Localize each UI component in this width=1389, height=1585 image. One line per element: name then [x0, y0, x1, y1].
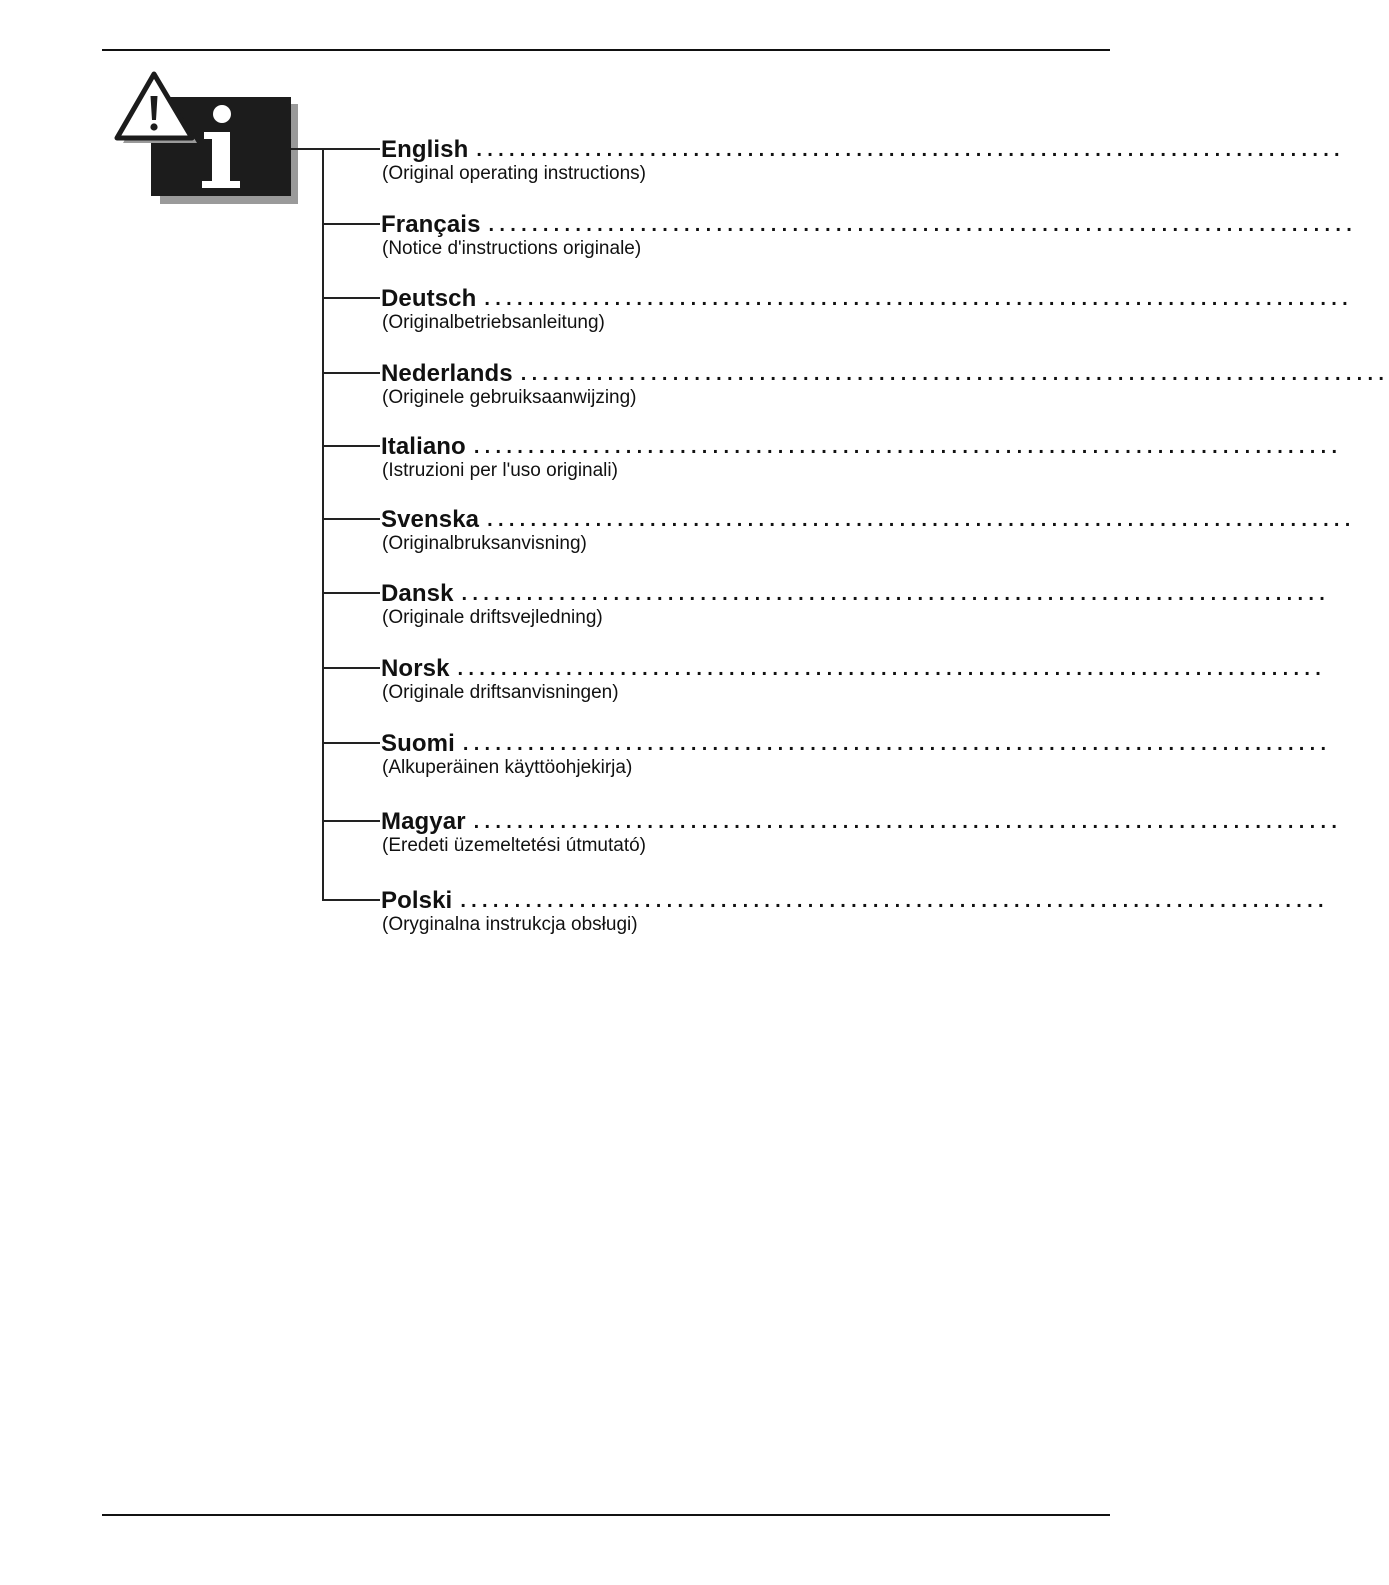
tree-branch — [323, 742, 380, 744]
language-entry-italiano[interactable] — [0, 433, 1343, 509]
dot-leader: ................................................................................ — [462, 733, 1332, 755]
dot-leader: ................................................................................ — [484, 288, 1353, 310]
language-entry-polski[interactable] — [0, 887, 1329, 963]
tree-branch — [323, 518, 380, 520]
footer-rule — [102, 1514, 1110, 1516]
dot-leader: ................................................................................ — [487, 509, 1356, 531]
language-name: Deutsch — [381, 285, 477, 312]
dot-leader: ................................................................................ — [476, 139, 1345, 161]
language-subtitle: (Originale driftsvejledning) — [382, 607, 603, 628]
language-subtitle: (Original operating instructions) — [382, 163, 647, 184]
tree-branch — [323, 667, 380, 669]
dot-leader: ................................................................................ — [457, 658, 1327, 680]
tree-branch — [323, 148, 380, 150]
language-entry-deutsch[interactable] — [0, 285, 1353, 361]
tree-branch — [323, 297, 380, 299]
language-name: Suomi — [381, 730, 455, 757]
language-entry-dansk[interactable] — [0, 580, 1331, 656]
language-entry-francais[interactable] — [0, 211, 1358, 287]
dot-leader: ................................................................................ — [461, 583, 1331, 605]
language-subtitle: (Notice d'instructions originale) — [382, 238, 642, 259]
dot-leader: ................................................................................ — [473, 811, 1343, 833]
language-name: Italiano — [381, 433, 466, 460]
language-subtitle: (Originele gebruiksaanwijzing) — [382, 387, 637, 408]
tree-branch — [323, 372, 380, 374]
language-name: English — [381, 136, 469, 163]
dot-leader: ................................................................................ — [488, 214, 1358, 236]
tree-branch — [323, 445, 380, 447]
language-subtitle: (Alkuperäinen käyttöohjekirja) — [382, 757, 633, 778]
tree-branch — [323, 223, 380, 225]
language-entry-norsk[interactable] — [0, 655, 1327, 731]
tree-branch — [323, 899, 380, 901]
language-entry-magyar[interactable] — [0, 808, 1343, 884]
dot-leader: ................................................................................ — [520, 363, 1389, 385]
language-subtitle: (Istruzioni per l'uso originali) — [382, 460, 618, 481]
dot-leader: ................................................................................ — [460, 890, 1329, 912]
language-name: Norsk — [381, 655, 450, 682]
language-name: Svenska — [381, 506, 480, 533]
language-name: Nederlands — [381, 360, 513, 387]
language-entry-svenska[interactable] — [0, 506, 1356, 582]
language-subtitle: (Oryginalna instrukcja obsługi) — [382, 914, 638, 935]
tree-branch — [323, 820, 380, 822]
language-entry-english[interactable] — [0, 136, 1345, 212]
language-subtitle: (Originalbetriebsanleitung) — [382, 312, 605, 333]
language-name: Français — [381, 211, 481, 238]
language-subtitle: (Originale driftsanvisningen) — [382, 682, 619, 703]
language-name: Magyar — [381, 808, 466, 835]
language-entry-suomi[interactable] — [0, 730, 1332, 806]
language-subtitle: (Eredeti üzemeltetési útmutató) — [382, 835, 647, 856]
language-subtitle: (Originalbruksanvisning) — [382, 533, 587, 554]
dot-leader: ................................................................................ — [473, 436, 1343, 458]
tree-branch — [323, 592, 380, 594]
language-entry-nederlands[interactable] — [0, 360, 1389, 436]
language-name: Polski — [381, 887, 453, 914]
language-name: Dansk — [381, 580, 454, 607]
